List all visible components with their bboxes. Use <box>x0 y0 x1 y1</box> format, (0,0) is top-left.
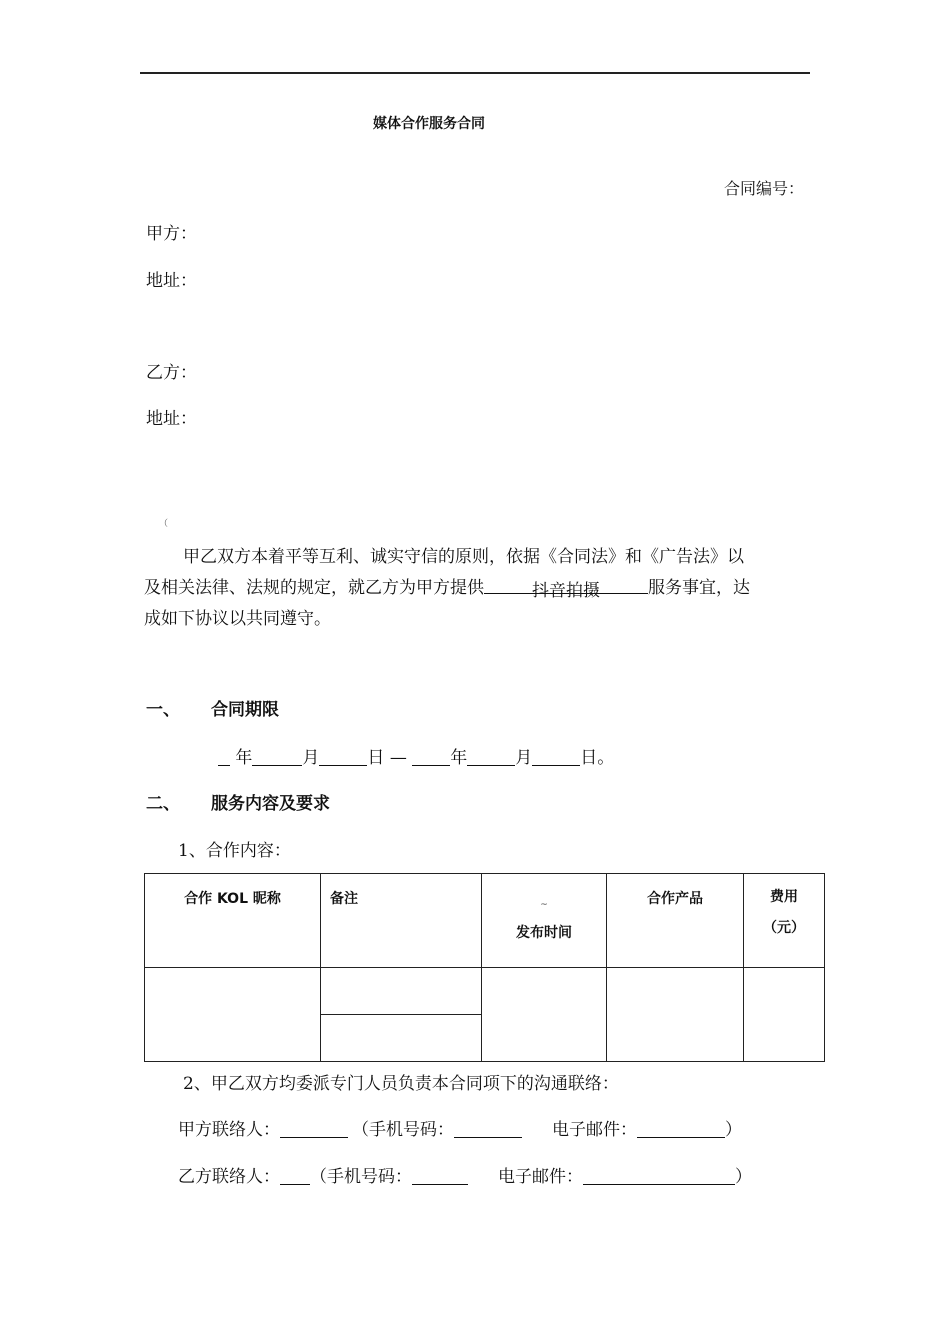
contact-b-email-blank <box>583 1167 735 1185</box>
party-b-label: 乙方： <box>146 363 197 383</box>
header-fee-line-1: 费用 <box>770 889 798 905</box>
start-day-label: 日 <box>367 748 385 768</box>
header-note-text: 备注 <box>330 891 358 907</box>
party-a-label: 甲方： <box>146 224 197 244</box>
contact-a-email-blank <box>637 1120 725 1138</box>
contact-b-label: 乙方联络人： <box>178 1167 280 1187</box>
contact-a-close: ） <box>725 1120 742 1140</box>
start-year-blank <box>218 748 230 766</box>
section-1-title: 合同期限 <box>211 700 279 720</box>
cell-note-1 <box>321 968 482 1015</box>
header-product <box>607 874 744 968</box>
table-header-row <box>145 874 825 968</box>
party-b-address-label: 地址： <box>146 409 197 429</box>
header-fee-line-2: （元） <box>763 920 805 936</box>
section-1-number: 一、 <box>146 700 180 720</box>
end-month-blank <box>467 748 515 766</box>
contract-number-label: 合同编号： <box>724 179 805 198</box>
contact-b-phone-label: （手机号码： <box>310 1167 412 1187</box>
item-1-label: 1、合作内容： <box>178 841 291 861</box>
contact-a-name-blank <box>280 1120 348 1138</box>
header-publish-time-text: 发布时间 <box>516 925 572 941</box>
section-2-title: 服务内容及要求 <box>211 794 330 814</box>
contact-b-name-blank <box>280 1167 310 1185</box>
header-product-text: 合作产品 <box>647 891 703 907</box>
start-day-blank <box>319 748 367 766</box>
contact-b-line <box>178 1162 752 1187</box>
end-year-label: 年 <box>450 748 468 768</box>
contact-b-email-label: 电子邮件： <box>498 1167 583 1187</box>
service-fill-in: 抖音拍摄 <box>484 576 648 594</box>
term-line <box>218 743 614 768</box>
end-month-label: 月 <box>515 748 533 768</box>
cell-fee <box>744 968 825 1062</box>
contact-a-line <box>178 1115 742 1140</box>
stray-mark: （ <box>159 519 169 529</box>
header-kol-nickname-text: 合作 KOL 昵称 <box>184 891 281 907</box>
item-2-text: 2、甲乙双方均委派专门人员负责本合同项下的沟通联络： <box>183 1074 619 1094</box>
start-year-label: 年 <box>235 748 253 768</box>
contact-b-close: ） <box>735 1167 752 1187</box>
end-day-blank <box>532 748 580 766</box>
cell-kol <box>145 968 321 1062</box>
section-2-number: 二、 <box>146 794 180 814</box>
intro-line-3: 成如下协议以共同遵守。 <box>144 609 331 629</box>
header-kol-nickname <box>145 874 321 968</box>
term-dash: — <box>389 748 407 768</box>
contact-b-phone-blank <box>412 1167 468 1185</box>
document-title: 媒体合作服务合同 <box>373 116 485 132</box>
end-year-blank <box>412 748 450 766</box>
header-publish-time <box>482 874 607 968</box>
contact-a-label: 甲方联络人： <box>178 1120 280 1140</box>
contact-a-email-label: 电子邮件： <box>552 1120 637 1140</box>
cell-product <box>607 968 744 1062</box>
end-day-label: 日。 <box>580 748 615 768</box>
header-rule <box>140 72 810 74</box>
intro-line-2 <box>144 573 750 601</box>
cell-note-2 <box>321 1015 482 1062</box>
contact-a-phone-blank <box>454 1120 522 1138</box>
intro-line-2-after: 服务事宜，达 <box>648 578 750 598</box>
header-tilde: ~ <box>540 900 548 910</box>
party-a-address-label: 地址： <box>146 271 197 291</box>
intro-line-1: 甲乙双方本着平等互利、诚实守信的原则，依据《合同法》和《广告法》以 <box>183 547 744 567</box>
start-month-blank <box>252 748 302 766</box>
intro-line-2-before: 及相关法律、法规的规定，就乙方为甲方提供 <box>144 578 484 598</box>
cooperation-table <box>144 873 825 1062</box>
contact-a-phone-label: （手机号码： <box>352 1120 454 1140</box>
start-month-label: 月 <box>302 748 320 768</box>
header-note <box>321 874 482 968</box>
cell-time <box>482 968 607 1062</box>
table-row <box>145 968 825 1015</box>
header-fee <box>744 874 825 968</box>
